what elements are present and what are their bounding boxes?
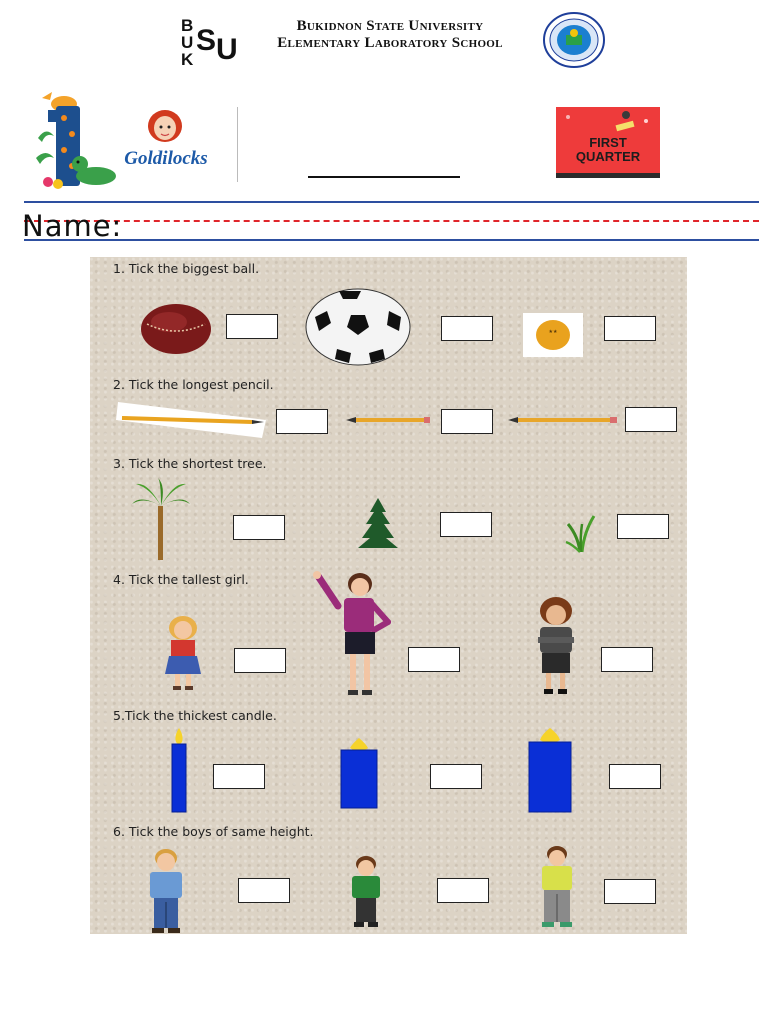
answer-box-1c[interactable] xyxy=(604,316,656,341)
answer-box-6b[interactable] xyxy=(437,878,489,903)
answer-box-2c[interactable] xyxy=(625,407,677,432)
bsu-logo xyxy=(180,14,238,66)
first-quarter-badge xyxy=(556,107,660,178)
long-pencil-image xyxy=(114,398,270,442)
name-rule-dashed xyxy=(24,220,759,222)
svg-text:K: K xyxy=(181,50,194,66)
svg-text:U: U xyxy=(216,33,238,66)
answer-box-4a[interactable] xyxy=(234,648,286,673)
small-plant-image xyxy=(564,512,600,554)
svg-text:U: U xyxy=(181,33,194,52)
answer-box-4c[interactable] xyxy=(601,647,653,672)
boy-green-shirt-image xyxy=(344,854,388,930)
svg-text:B: B xyxy=(181,16,194,35)
question-2-label: 2. Tick the longest pencil. xyxy=(113,377,274,392)
answer-box-1a[interactable] xyxy=(226,314,278,339)
question-4-label: 4. Tick the tallest girl. xyxy=(113,572,249,587)
tall-woman-image xyxy=(312,570,396,700)
quarter-text-quarter: QUARTER xyxy=(575,149,641,164)
thin-candle-image xyxy=(168,726,190,816)
answer-box-3b[interactable] xyxy=(440,512,492,537)
answer-box-6a[interactable] xyxy=(238,878,290,903)
answer-box-2b[interactable] xyxy=(441,409,493,434)
name-rule-bottom xyxy=(24,239,759,241)
question-5-label: 5.Tick the thickest candle. xyxy=(113,708,277,723)
answer-box-4b[interactable] xyxy=(408,647,460,672)
medium-candle-image xyxy=(338,736,380,810)
name-label: Name: xyxy=(22,209,123,243)
number-one-dino-graphic xyxy=(34,78,120,190)
short-pencil-image xyxy=(346,413,432,427)
business-woman-image xyxy=(526,595,586,697)
answer-box-5b[interactable] xyxy=(430,764,482,789)
boy-yellow-shirt-image xyxy=(532,844,582,930)
header-divider xyxy=(237,107,238,182)
answer-box-2a[interactable] xyxy=(276,409,328,434)
answer-box-3a[interactable] xyxy=(233,515,285,540)
answer-box-5a[interactable] xyxy=(213,764,265,789)
svg-text:★★: ★★ xyxy=(548,329,558,335)
medium-pencil-image xyxy=(508,413,618,427)
answer-box-5c[interactable] xyxy=(609,764,661,789)
cricket-ball-image xyxy=(139,302,213,356)
svg-text:S: S xyxy=(196,24,217,57)
goldilocks-logo xyxy=(116,106,216,172)
question-1-label: 1. Tick the biggest ball. xyxy=(113,261,260,276)
question-3-label: 3. Tick the shortest tree. xyxy=(113,456,267,471)
answer-box-1b[interactable] xyxy=(441,316,493,341)
quarter-text-first: FIRST xyxy=(589,135,627,150)
goldilocks-brand-text: Goldilocks xyxy=(124,148,208,169)
school-name xyxy=(250,18,530,52)
name-rule-top xyxy=(24,201,759,203)
school-subname: Elementary Laboratory School xyxy=(277,35,503,51)
boy-blue-shirt-image xyxy=(138,846,194,936)
title-underline xyxy=(308,176,460,178)
answer-box-3c[interactable] xyxy=(617,514,669,539)
university-name: Bukidnon State University xyxy=(296,18,484,34)
thick-candle-image xyxy=(526,726,574,816)
pine-tree-image xyxy=(356,496,400,552)
answer-box-6c[interactable] xyxy=(604,879,656,904)
small-girl-image xyxy=(155,614,211,694)
question-6-label: 6. Tick the boys of same height. xyxy=(113,824,314,839)
ping-pong-ball-image xyxy=(523,313,583,357)
soccer-ball-image xyxy=(303,287,413,367)
university-seal xyxy=(542,11,606,69)
palm-tree-image xyxy=(130,476,192,562)
